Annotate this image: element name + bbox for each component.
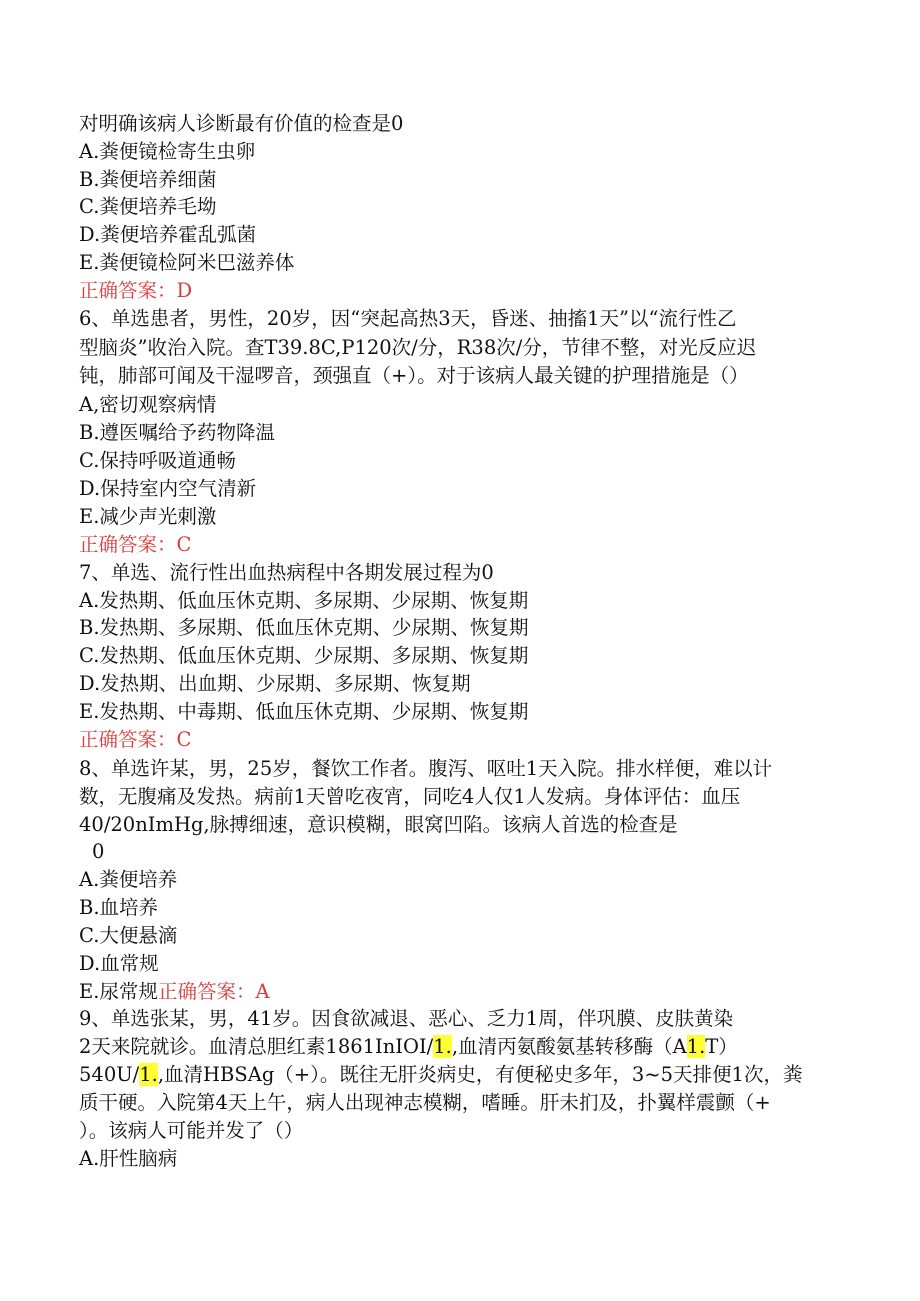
q6-option-c: C.保持呼吸道通畅 [79,449,236,472]
q7-option-c: C.发热期、低血压休克期、少尿期、多尿期、恢复期 [79,644,529,667]
q7-option-a: A.发热期、低血压休克期、多尿期、少尿期、恢复期 [79,589,529,612]
q5-option-b: B.粪便培养细菌 [79,168,217,191]
q7-option-e: E.发热期、中毒期、低血压休克期、少尿期、恢复期 [79,700,529,723]
q7-option-d: D.发热期、出血期、少尿期、多尿期、恢复期 [79,672,471,695]
q8-option-d: D.血常规 [79,952,159,975]
q8-option-c: C.大便悬滴 [79,924,178,947]
q6-option-b: B.遵医嘱给予药物降温 [79,421,276,444]
q8-option-e: E.尿常规 [79,980,158,1003]
highlight-mark: 1. [686,1035,706,1058]
q5-option-d: D.粪便培养霍乱弧菌 [79,223,257,246]
q8-stem-blank: 0 [92,840,105,863]
q5-stem: 对明确该病人诊断最有价值的检查是0 [79,112,404,135]
q6-option-a: A,密切观察病情 [79,393,217,416]
q6-option-d: D.保持室内空气清新 [79,477,257,500]
q8-stem-line-1: 8、单选许某，男，25岁，餐饮工作者。腹泻、呕吐1天入院。排水样便，难以计 [79,757,773,780]
q6-stem-line-2: 型脑炎”收治入院。查T39.8C,P120次/分，R38次/分，节律不整，对光反应迟 [79,336,757,359]
q6-stem-line-1: 6、单选患者，男性，20岁，因“突起高热3天，昏迷、抽搐1天”以“流行性乙 [79,307,737,330]
q8-stem-line-3: 40/20nImHg,脉搏细速，意识模糊，眼窝凹陷。该病人首选的检查是 [79,813,678,836]
q9-text-segment: 540U/ [79,1063,140,1086]
highlight-mark: 1. [433,1035,452,1058]
q7-answer: 正确答案：C [79,728,192,751]
q8-option-b: B.血培养 [79,896,159,919]
q6-option-e: E.减少声光刺激 [79,505,217,528]
q9-stem-line-4: 质干硬。入院第4天上午，病人出现神志模糊，嗜睡。肝未扪及，扑翼样震颤（+ [79,1091,771,1114]
q5-option-c: C.粪便培养毛坳 [79,195,217,218]
q8-answer: 正确答案：A [157,980,270,1003]
q8-option-a: A.粪便培养 [79,868,178,891]
q9-stem-line-1: 9、单选张某，男，41岁。因食欲减退、恶心、乏力1周，伴巩膜、皮肤黄染 [79,1007,734,1030]
q7-stem: 7、单选、流行性出血热病程中各期发展过程为0 [79,561,494,584]
q9-text-segment: ,血清丙氨酸氨基转移酶（A [451,1035,687,1058]
q8-stem-line-2: 数，无腹痛及发热。病前1天曾吃夜宵，同吃4人仅1人发病。身体评估：血压 [79,785,741,808]
q9-text-segment: ,血清HBSAg（+）。既往无肝炎病史，有便秘史多年，3~5天排便1次，粪 [157,1063,803,1086]
q5-answer: 正确答案：D [79,279,193,302]
q6-answer: 正确答案：C [79,533,192,556]
q5-option-a: A.粪便镜检寄生虫卵 [79,140,256,163]
q9-stem-line-3 [79,1061,849,1089]
q9-text-segment: T） [705,1035,738,1058]
q9-option-a: A.肝性脑病 [79,1147,178,1170]
highlight-mark: 1. [139,1063,158,1086]
q9-stem-line-5: ）。该病人可能并发了（） [79,1119,304,1142]
q5-option-e: E.粪便镜检阿米巴滋养体 [79,251,295,274]
q9-text-segment: 2天来院就诊。血清总胆红素1861InIOI/ [79,1035,434,1058]
q7-option-b: B.发热期、多尿期、低血压休克期、少尿期、恢复期 [79,616,529,639]
q6-stem-line-3: 钝，肺部可闻及干湿啰音，颈强直（+）。对于该病人最关键的护理措施是（） [79,364,749,387]
q9-stem-line-2 [79,1033,849,1061]
q8-option-e-line [79,978,849,1006]
